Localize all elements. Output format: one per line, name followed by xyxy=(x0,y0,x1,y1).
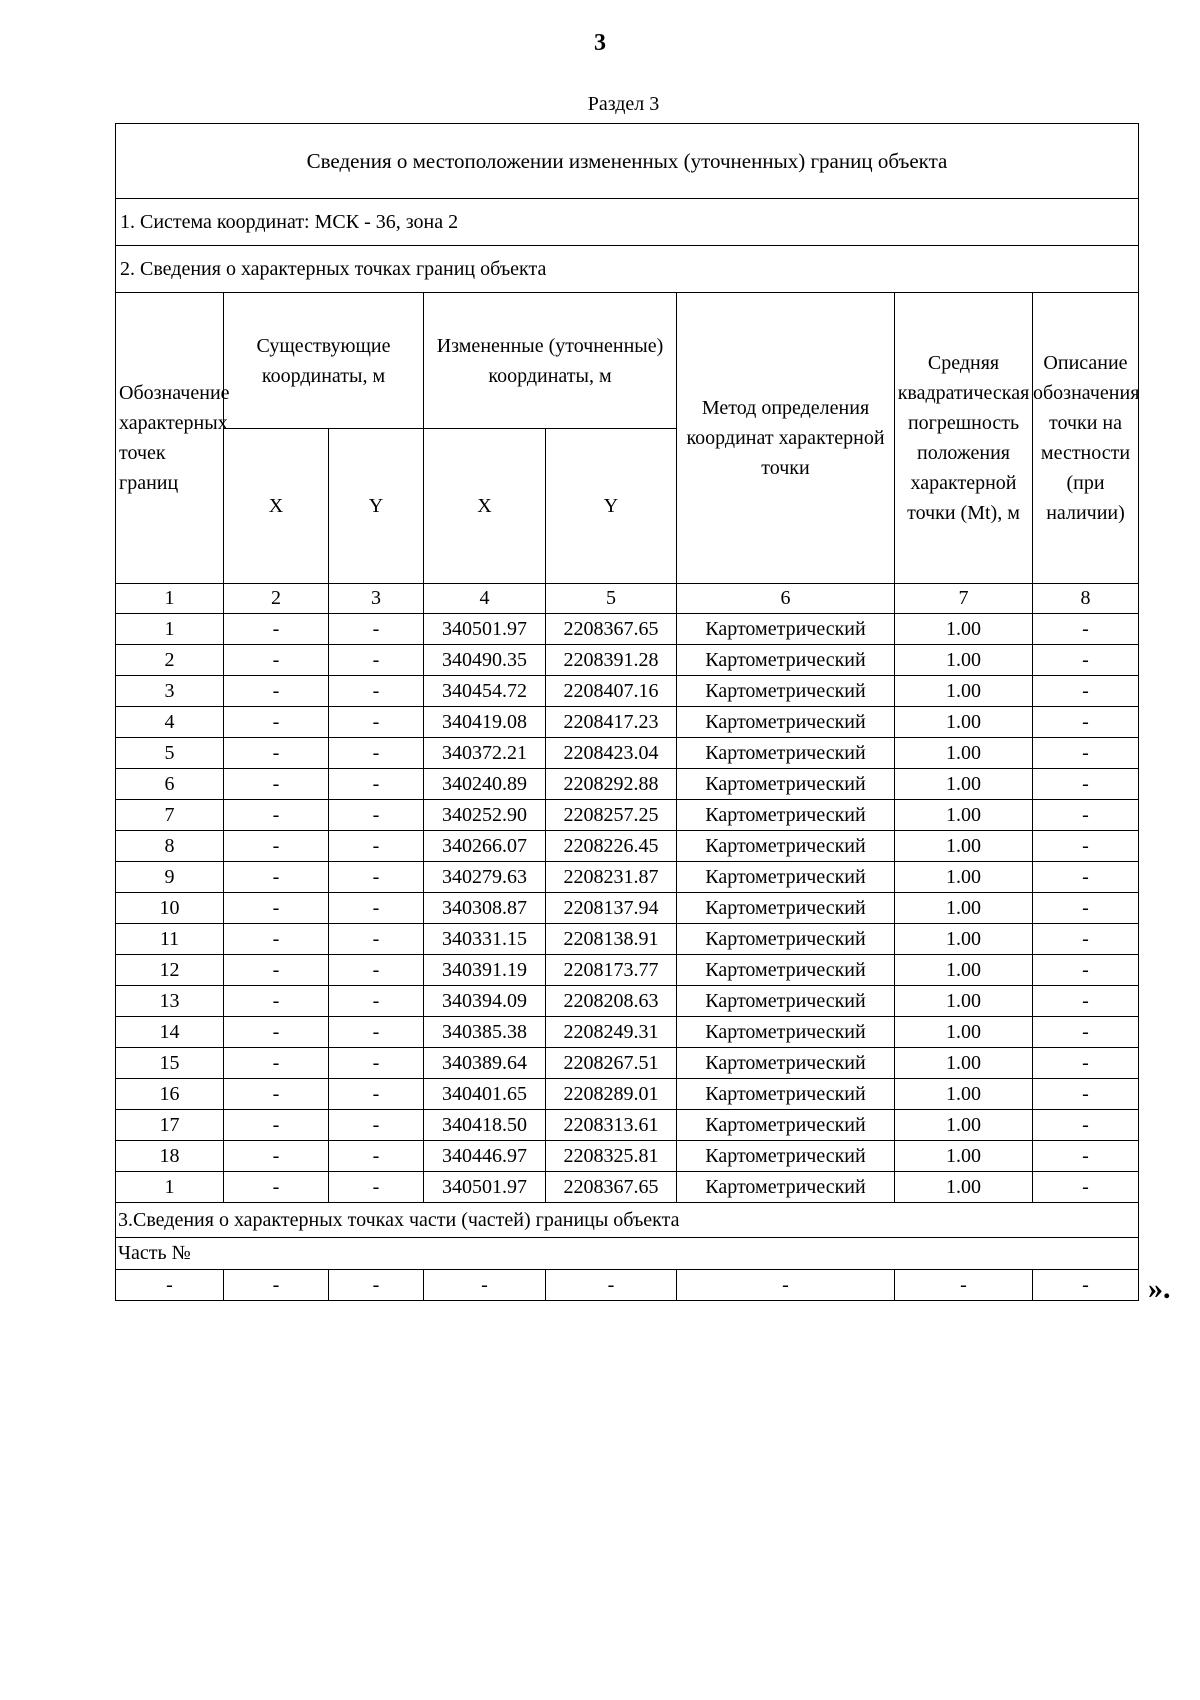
changed-y-cell: 2208313.61 xyxy=(546,1110,677,1141)
table-row xyxy=(116,1141,1139,1172)
table-row xyxy=(116,831,1139,862)
existing-y-cell: - xyxy=(329,986,424,1017)
method-cell: Картометрический xyxy=(677,924,895,955)
changed-x-cell: 340501.97 xyxy=(424,1172,546,1203)
existing-x-cell: - xyxy=(224,1141,329,1172)
point-number-cell: 14 xyxy=(116,1017,224,1048)
point-number-cell: 12 xyxy=(116,955,224,986)
point-number-cell: 1 xyxy=(116,614,224,645)
description-cell: - xyxy=(1033,738,1139,769)
closing-quote-mark: ». xyxy=(1148,1272,1171,1305)
header-description: Описание обозначения точки на местности (при наличии) xyxy=(1033,293,1139,584)
part-cell: - xyxy=(1033,1270,1139,1301)
table-row xyxy=(116,676,1139,707)
header-changed-y: Y xyxy=(546,429,677,584)
changed-y-cell: 2208208.63 xyxy=(546,986,677,1017)
point-number-cell: 8 xyxy=(116,831,224,862)
point-number-cell: 3 xyxy=(116,676,224,707)
existing-x-cell: - xyxy=(224,1079,329,1110)
error-cell: 1.00 xyxy=(895,1141,1033,1172)
changed-x-cell: 340391.19 xyxy=(424,955,546,986)
table-row xyxy=(116,1079,1139,1110)
method-cell: Картометрический xyxy=(677,738,895,769)
description-cell: - xyxy=(1033,893,1139,924)
point-number-cell: 15 xyxy=(116,1048,224,1079)
part-number-label: Часть № xyxy=(116,1238,1139,1270)
point-number-cell: 5 xyxy=(116,738,224,769)
existing-x-cell: - xyxy=(224,645,329,676)
existing-x-cell: - xyxy=(224,614,329,645)
existing-x-cell: - xyxy=(224,800,329,831)
existing-y-cell: - xyxy=(329,1141,424,1172)
table-title: Сведения о местоположении измененных (уточненных) границ объекта xyxy=(116,124,1139,199)
changed-x-cell: 340279.63 xyxy=(424,862,546,893)
column-number: 6 xyxy=(677,584,895,614)
description-cell: - xyxy=(1033,955,1139,986)
error-cell: 1.00 xyxy=(895,1110,1033,1141)
existing-x-cell: - xyxy=(224,738,329,769)
existing-y-cell: - xyxy=(329,1110,424,1141)
changed-x-cell: 340266.07 xyxy=(424,831,546,862)
table-row xyxy=(116,1110,1139,1141)
part-cell: - xyxy=(329,1270,424,1301)
error-cell: 1.00 xyxy=(895,862,1033,893)
description-cell: - xyxy=(1033,1172,1139,1203)
page-number: 3 xyxy=(594,30,606,56)
error-cell: 1.00 xyxy=(895,707,1033,738)
existing-y-cell: - xyxy=(329,1017,424,1048)
error-cell: 1.00 xyxy=(895,955,1033,986)
point-number-cell: 13 xyxy=(116,986,224,1017)
method-cell: Картометрический xyxy=(677,614,895,645)
changed-x-cell: 340446.97 xyxy=(424,1141,546,1172)
method-cell: Картометрический xyxy=(677,862,895,893)
column-number-row xyxy=(116,584,1139,614)
error-cell: 1.00 xyxy=(895,893,1033,924)
table-row xyxy=(116,1172,1139,1203)
part-cell: - xyxy=(546,1270,677,1301)
error-cell: 1.00 xyxy=(895,769,1033,800)
method-cell: Картометрический xyxy=(677,676,895,707)
description-cell: - xyxy=(1033,676,1139,707)
coordinate-system: 1. Система координат: МСК - 36, зона 2 xyxy=(116,199,1139,246)
method-cell: Картометрический xyxy=(677,645,895,676)
changed-y-cell: 2208267.51 xyxy=(546,1048,677,1079)
changed-y-cell: 2208231.87 xyxy=(546,862,677,893)
column-number: 1 xyxy=(116,584,224,614)
existing-x-cell: - xyxy=(224,831,329,862)
column-number: 4 xyxy=(424,584,546,614)
changed-y-cell: 2208138.91 xyxy=(546,924,677,955)
changed-y-cell: 2208325.81 xyxy=(546,1141,677,1172)
method-cell: Картометрический xyxy=(677,1110,895,1141)
changed-x-cell: 340419.08 xyxy=(424,707,546,738)
existing-y-cell: - xyxy=(329,738,424,769)
part-row xyxy=(116,1270,1139,1301)
error-cell: 1.00 xyxy=(895,924,1033,955)
table-row xyxy=(116,1048,1139,1079)
header-changed-coords: Измененные (уточненные) координаты, м xyxy=(424,293,677,429)
table-row xyxy=(116,800,1139,831)
error-cell: 1.00 xyxy=(895,614,1033,645)
part-cell: - xyxy=(224,1270,329,1301)
column-number: 2 xyxy=(224,584,329,614)
table-row xyxy=(116,924,1139,955)
description-cell: - xyxy=(1033,800,1139,831)
existing-y-cell: - xyxy=(329,862,424,893)
description-cell: - xyxy=(1033,707,1139,738)
existing-x-cell: - xyxy=(224,924,329,955)
method-cell: Картометрический xyxy=(677,986,895,1017)
table-row xyxy=(116,645,1139,676)
existing-x-cell: - xyxy=(224,769,329,800)
existing-x-cell: - xyxy=(224,893,329,924)
error-cell: 1.00 xyxy=(895,1172,1033,1203)
table-row xyxy=(116,1017,1139,1048)
error-cell: 1.00 xyxy=(895,1079,1033,1110)
header-changed-x: X xyxy=(424,429,546,584)
changed-y-cell: 2208367.65 xyxy=(546,614,677,645)
changed-x-cell: 340501.97 xyxy=(424,614,546,645)
existing-y-cell: - xyxy=(329,676,424,707)
existing-y-cell: - xyxy=(329,1079,424,1110)
point-number-cell: 4 xyxy=(116,707,224,738)
method-cell: Картометрический xyxy=(677,769,895,800)
part-cell: - xyxy=(677,1270,895,1301)
method-cell: Картометрический xyxy=(677,831,895,862)
header-existing-y: Y xyxy=(329,429,424,584)
error-cell: 1.00 xyxy=(895,831,1033,862)
existing-y-cell: - xyxy=(329,924,424,955)
point-number-cell: 18 xyxy=(116,1141,224,1172)
description-cell: - xyxy=(1033,614,1139,645)
table-row xyxy=(116,769,1139,800)
changed-x-cell: 340372.21 xyxy=(424,738,546,769)
description-cell: - xyxy=(1033,645,1139,676)
error-cell: 1.00 xyxy=(895,1048,1033,1079)
existing-x-cell: - xyxy=(224,676,329,707)
changed-y-cell: 2208137.94 xyxy=(546,893,677,924)
table-row xyxy=(116,893,1139,924)
part-cell: - xyxy=(116,1270,224,1301)
section-label: Раздел 3 xyxy=(587,93,660,115)
method-cell: Картометрический xyxy=(677,1172,895,1203)
changed-x-cell: 340418.50 xyxy=(424,1110,546,1141)
changed-y-cell: 2208367.65 xyxy=(546,1172,677,1203)
method-cell: Картометрический xyxy=(677,955,895,986)
method-cell: Картометрический xyxy=(677,893,895,924)
changed-y-cell: 2208289.01 xyxy=(546,1079,677,1110)
description-cell: - xyxy=(1033,1079,1139,1110)
error-cell: 1.00 xyxy=(895,800,1033,831)
changed-x-cell: 340389.64 xyxy=(424,1048,546,1079)
part-cell: - xyxy=(424,1270,546,1301)
changed-x-cell: 340252.90 xyxy=(424,800,546,831)
table-row xyxy=(116,614,1139,645)
existing-y-cell: - xyxy=(329,707,424,738)
point-number-cell: 9 xyxy=(116,862,224,893)
point-number-cell: 11 xyxy=(116,924,224,955)
existing-x-cell: - xyxy=(224,1110,329,1141)
existing-x-cell: - xyxy=(224,1017,329,1048)
point-number-cell: 1 xyxy=(116,1172,224,1203)
header-error: Средняя квадратическая погрешность положения характерной точки (Mt), м xyxy=(895,293,1033,584)
existing-y-cell: - xyxy=(329,955,424,986)
existing-y-cell: - xyxy=(329,893,424,924)
existing-x-cell: - xyxy=(224,955,329,986)
changed-x-cell: 340240.89 xyxy=(424,769,546,800)
error-cell: 1.00 xyxy=(895,738,1033,769)
changed-x-cell: 340401.65 xyxy=(424,1079,546,1110)
error-cell: 1.00 xyxy=(895,1017,1033,1048)
method-cell: Картометрический xyxy=(677,1017,895,1048)
existing-y-cell: - xyxy=(329,645,424,676)
column-number: 5 xyxy=(546,584,677,614)
changed-x-cell: 340385.38 xyxy=(424,1017,546,1048)
table-row xyxy=(116,955,1139,986)
existing-y-cell: - xyxy=(329,831,424,862)
existing-y-cell: - xyxy=(329,1048,424,1079)
existing-x-cell: - xyxy=(224,1048,329,1079)
method-cell: Картометрический xyxy=(677,1141,895,1172)
point-number-cell: 7 xyxy=(116,800,224,831)
changed-x-cell: 340308.87 xyxy=(424,893,546,924)
header-existing-coords: Существующие координаты, м xyxy=(224,293,424,429)
changed-y-cell: 2208173.77 xyxy=(546,955,677,986)
description-cell: - xyxy=(1033,862,1139,893)
description-cell: - xyxy=(1033,1048,1139,1079)
description-cell: - xyxy=(1033,1017,1139,1048)
changed-x-cell: 340454.72 xyxy=(424,676,546,707)
changed-y-cell: 2208249.31 xyxy=(546,1017,677,1048)
header-designation: Обозначение характерных точек границ xyxy=(116,293,224,584)
column-number: 8 xyxy=(1033,584,1139,614)
changed-y-cell: 2208417.23 xyxy=(546,707,677,738)
part-cell: - xyxy=(895,1270,1033,1301)
existing-x-cell: - xyxy=(224,862,329,893)
point-number-cell: 2 xyxy=(116,645,224,676)
method-cell: Картометрический xyxy=(677,1079,895,1110)
description-cell: - xyxy=(1033,1110,1139,1141)
point-number-cell: 10 xyxy=(116,893,224,924)
changed-y-cell: 2208407.16 xyxy=(546,676,677,707)
point-number-cell: 17 xyxy=(116,1110,224,1141)
existing-y-cell: - xyxy=(329,769,424,800)
existing-x-cell: - xyxy=(224,986,329,1017)
table-row xyxy=(116,862,1139,893)
description-cell: - xyxy=(1033,831,1139,862)
error-cell: 1.00 xyxy=(895,676,1033,707)
changed-y-cell: 2208257.25 xyxy=(546,800,677,831)
method-cell: Картометрический xyxy=(677,707,895,738)
changed-x-cell: 340394.09 xyxy=(424,986,546,1017)
column-number: 3 xyxy=(329,584,424,614)
table-row xyxy=(116,986,1139,1017)
method-cell: Картометрический xyxy=(677,1048,895,1079)
error-cell: 1.00 xyxy=(895,986,1033,1017)
description-cell: - xyxy=(1033,769,1139,800)
changed-y-cell: 2208226.45 xyxy=(546,831,677,862)
existing-x-cell: - xyxy=(224,707,329,738)
table-row xyxy=(116,707,1139,738)
error-cell: 1.00 xyxy=(895,645,1033,676)
section2-title: 2. Сведения о характерных точках границ объекта xyxy=(116,246,1139,293)
column-number: 7 xyxy=(895,584,1033,614)
existing-x-cell: - xyxy=(224,1172,329,1203)
changed-y-cell: 2208391.28 xyxy=(546,645,677,676)
existing-y-cell: - xyxy=(329,800,424,831)
changed-x-cell: 340331.15 xyxy=(424,924,546,955)
description-cell: - xyxy=(1033,924,1139,955)
header-existing-x: X xyxy=(224,429,329,584)
changed-y-cell: 2208423.04 xyxy=(546,738,677,769)
existing-y-cell: - xyxy=(329,1172,424,1203)
method-cell: Картометрический xyxy=(677,800,895,831)
point-number-cell: 16 xyxy=(116,1079,224,1110)
point-number-cell: 6 xyxy=(116,769,224,800)
coordinates-table xyxy=(115,123,1139,1301)
description-cell: - xyxy=(1033,986,1139,1017)
existing-y-cell: - xyxy=(329,614,424,645)
changed-y-cell: 2208292.88 xyxy=(546,769,677,800)
description-cell: - xyxy=(1033,1141,1139,1172)
section3-title: 3.Сведения о характерных точках части (частей) границы объекта xyxy=(116,1203,1139,1238)
header-method: Метод определения координат характерной точки xyxy=(677,293,895,584)
table-row xyxy=(116,738,1139,769)
changed-x-cell: 340490.35 xyxy=(424,645,546,676)
